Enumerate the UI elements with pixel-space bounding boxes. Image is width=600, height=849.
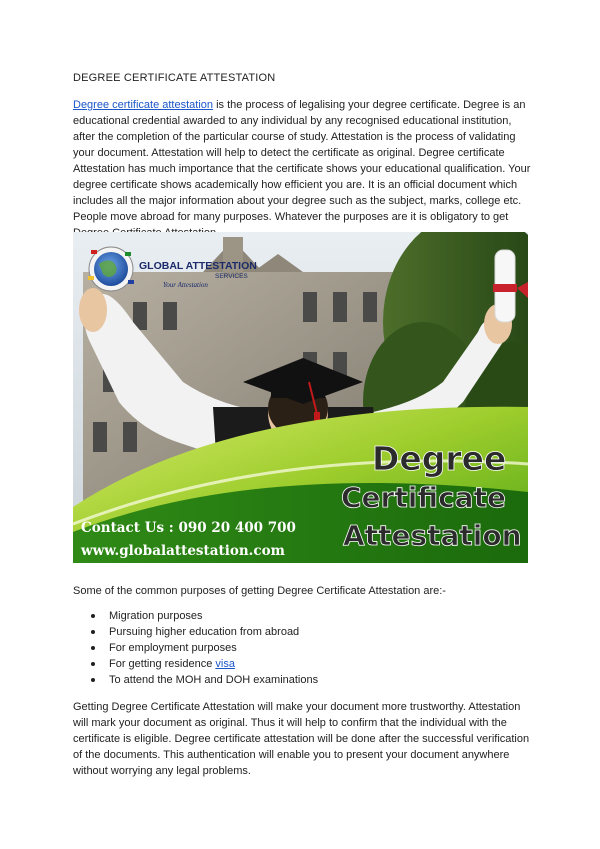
brand-tagline: Your Attestation [163,281,208,289]
degree-attestation-link[interactable]: Degree certificate attestation [73,99,214,111]
headline-attestation: Attestation [343,519,522,552]
contact-phone: Contact Us : 090 20 400 700 [81,520,296,536]
page-title: DEGREE CERTIFICATE ATTESTATION [73,72,276,84]
bullet-icon [91,662,95,666]
purposes-intro: Some of the common purposes of getting Degree Certificate Attestation are:- [73,585,446,597]
list-item: Pursuing higher education from abroad [91,624,318,640]
promo-banner [73,232,528,563]
brand-services: SERVICES [215,273,248,280]
globe-logo-icon [88,247,134,291]
bullet-icon [91,630,95,634]
visa-link[interactable]: visa [215,658,235,670]
brand-name: GLOBAL ATTESTATION [139,260,257,272]
list-item: Migration purposes [91,608,318,624]
bullet-icon [91,678,95,682]
headline-degree: Degree [372,439,507,478]
bullet-icon [91,614,95,618]
website-url: www.globalattestation.com [81,543,285,559]
intro-paragraph [73,97,533,241]
purposes-list [91,608,318,688]
list-item: For getting residence visa [91,656,318,672]
headline-certificate: Certificate [341,481,506,514]
intro-text: is the process of legalising your degree certificate. Degree is an educational credential awarded to any individual by any recognised educational institution, after the completion of the particular course of study. Attestation is the process of validating your document. Attestation will help to detect the certificate as original. Degree certificate Attestation has much importance that the certificate shows your educational qualification. Your degree certificate shows academically how efficient you are. It is an official document which includes all the major information about your degree such as the subject, marks, college etc. People move abroad for many purposes. Whatever the purposes are it is obligatory to get [73,99,531,223]
closing-paragraph: Getting Degree Certificate Attestation will make your document more trustworthy. Attestation will mark your document as original. Thus it will help to confirm that the individual with the certificate is eligible. Degree certificate attestation will be done after the successful verification of the documents. This authentication will enable you to present your document anywhere without worrying any legal problems. [73,701,530,777]
list-item: To attend the MOH and DOH examinations [91,672,318,688]
bullet-icon [91,646,95,650]
list-item: For employment purposes [91,640,318,656]
